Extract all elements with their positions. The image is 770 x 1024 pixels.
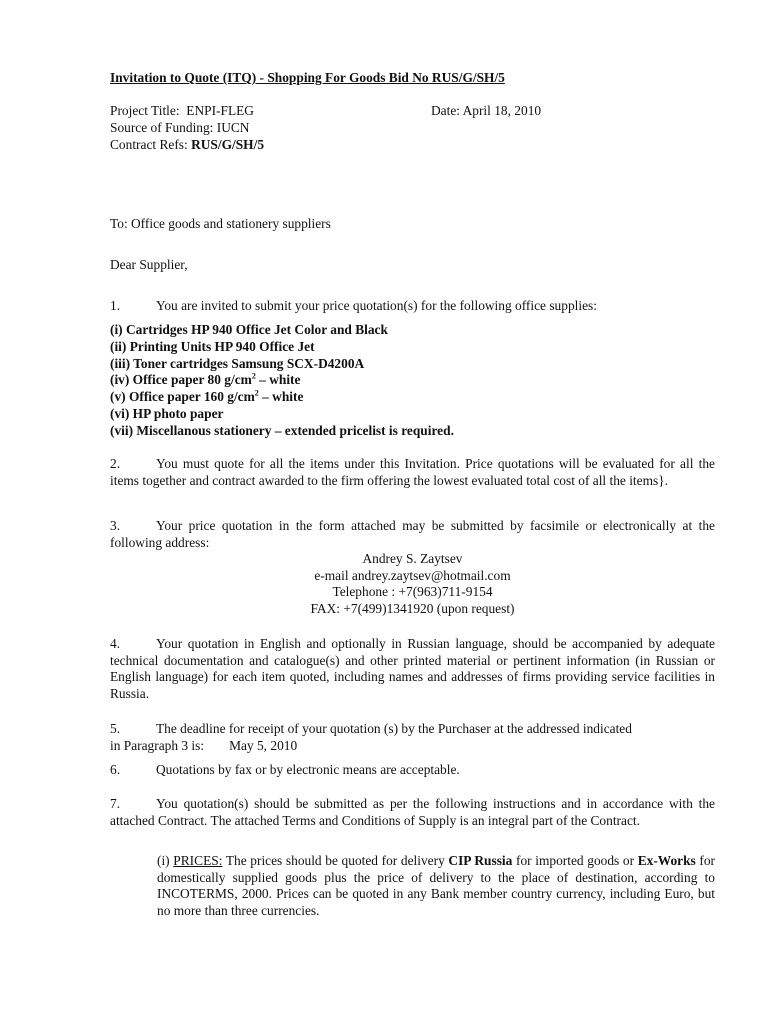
project-label: Project Title: — [110, 103, 180, 118]
list-item: (i) Cartridges HP 940 Office Jet Color and Black — [110, 322, 388, 337]
paragraph-3-number: 3. — [110, 518, 121, 533]
paragraph-5 — [110, 721, 715, 754]
paragraph-1 — [110, 298, 715, 315]
contract-refs-line — [110, 137, 715, 154]
paragraph-2-text: You must quote for all the items under this Invitation. Price quotations will be evaluated for all the items together and contract awarded to the firm offering the lowest evaluated total cost of all the items}. — [110, 456, 715, 488]
paragraph-2-number: 2. — [110, 456, 121, 471]
paragraph-3 — [110, 518, 715, 551]
paragraph-5-number: 5. — [110, 721, 121, 736]
list-item: (vii) Miscellanous stationery – extended pricelist is required. — [110, 422, 454, 438]
paragraph-1-text: You are invited to submit your price quotation(s) for the following office supplies: — [156, 298, 597, 313]
paragraph-4 — [110, 636, 715, 702]
funding-line: Source of Funding: IUCN — [110, 120, 250, 135]
contact-email: e-mail andrey.zaytsev@hotmail.com — [314, 567, 511, 583]
contract-value: RUS/G/SH/5 — [191, 137, 265, 152]
contact-name: Andrey S. Zaytsev — [362, 551, 463, 566]
deadline-date: May 5, 2010 — [229, 737, 298, 753]
prices-clause: (i) PRICES: The prices should be quoted for delivery CIP Russia for imported goods or Ex-Works for domestically supplied goods plus the price of delivery to the place of destination, according to INCOTERMS, 2000. Prices can be quoted in any Bank member country currency, including Euro, but no more than three currencies. — [157, 853, 716, 918]
project-title-line — [110, 103, 715, 120]
list-item: (v) Office paper 160 $g/cm^2$ – white — [110, 388, 304, 405]
list-item: (iv) Office paper 80 $g/cm^2$ – white — [110, 371, 301, 388]
list-item: (ii) Printing Units HP 940 Office Jet — [110, 338, 315, 354]
paragraph-4-number: 4. — [110, 636, 121, 651]
paragraph-5-text: The deadline for receipt of your quotation (s) by the Purchaser at the addressed indicated — [156, 721, 632, 736]
cip-russia-term: CIP Russia — [448, 853, 513, 868]
paragraph-4-text: Your quotation in English and optionally in Russian language, should be accompanied by adequate technical documentation and catalogue(s) and other printed material or pertinent information (in Russian or English language) for each item quoted, including names and addresses of firms providing service facilities in Russia. — [110, 636, 715, 701]
contract-label: Contract Refs: — [110, 137, 188, 152]
recipient-line: To: Office goods and stationery suppliers — [110, 216, 331, 231]
paragraph-1-number: 1. — [110, 298, 121, 313]
ex-works-term: Ex-Works — [637, 853, 696, 868]
paragraph-6-text: Quotations by fax or by electronic means are acceptable. — [156, 762, 460, 777]
prices-heading: PRICES: — [173, 853, 223, 868]
contact-phone: Telephone : +7(963)711-9154 — [332, 584, 493, 599]
supplies-list — [110, 322, 715, 440]
contact-fax: FAX: +7(499)1341920 (upon request) — [310, 600, 515, 616]
paragraph-5-text-cont: in Paragraph 3 is: — [110, 737, 205, 753]
paragraph-7 — [110, 796, 715, 829]
document-date: Date: April 18, 2010 — [431, 103, 542, 118]
list-item: (iii) Toner cartridges Samsung SCX-D4200A — [110, 355, 365, 371]
salutation: Dear Supplier, — [110, 257, 188, 272]
document-title: Invitation to Quote (ITQ) - Shopping For Goods Bid No RUS/G/SH/5 — [110, 70, 505, 85]
paragraph-7-text: You quotation(s) should be submitted as per the following instructions and in accordance with the attached Contract. The attached Terms and Conditions of Supply is an integral part of the Contract. — [110, 796, 715, 828]
paragraph-6-number: 6. — [110, 762, 121, 777]
list-item: (vi) HP photo paper — [110, 405, 224, 421]
paragraph-7-number: 7. — [110, 796, 121, 811]
paragraph-3-text: Your price quotation in the form attached may be submitted by facsimile or electronically at the following address: — [110, 518, 715, 550]
project-value: ENPI-FLEG — [186, 103, 254, 118]
paragraph-6 — [110, 762, 715, 779]
paragraph-2 — [110, 456, 715, 489]
contact-block — [110, 551, 715, 617]
